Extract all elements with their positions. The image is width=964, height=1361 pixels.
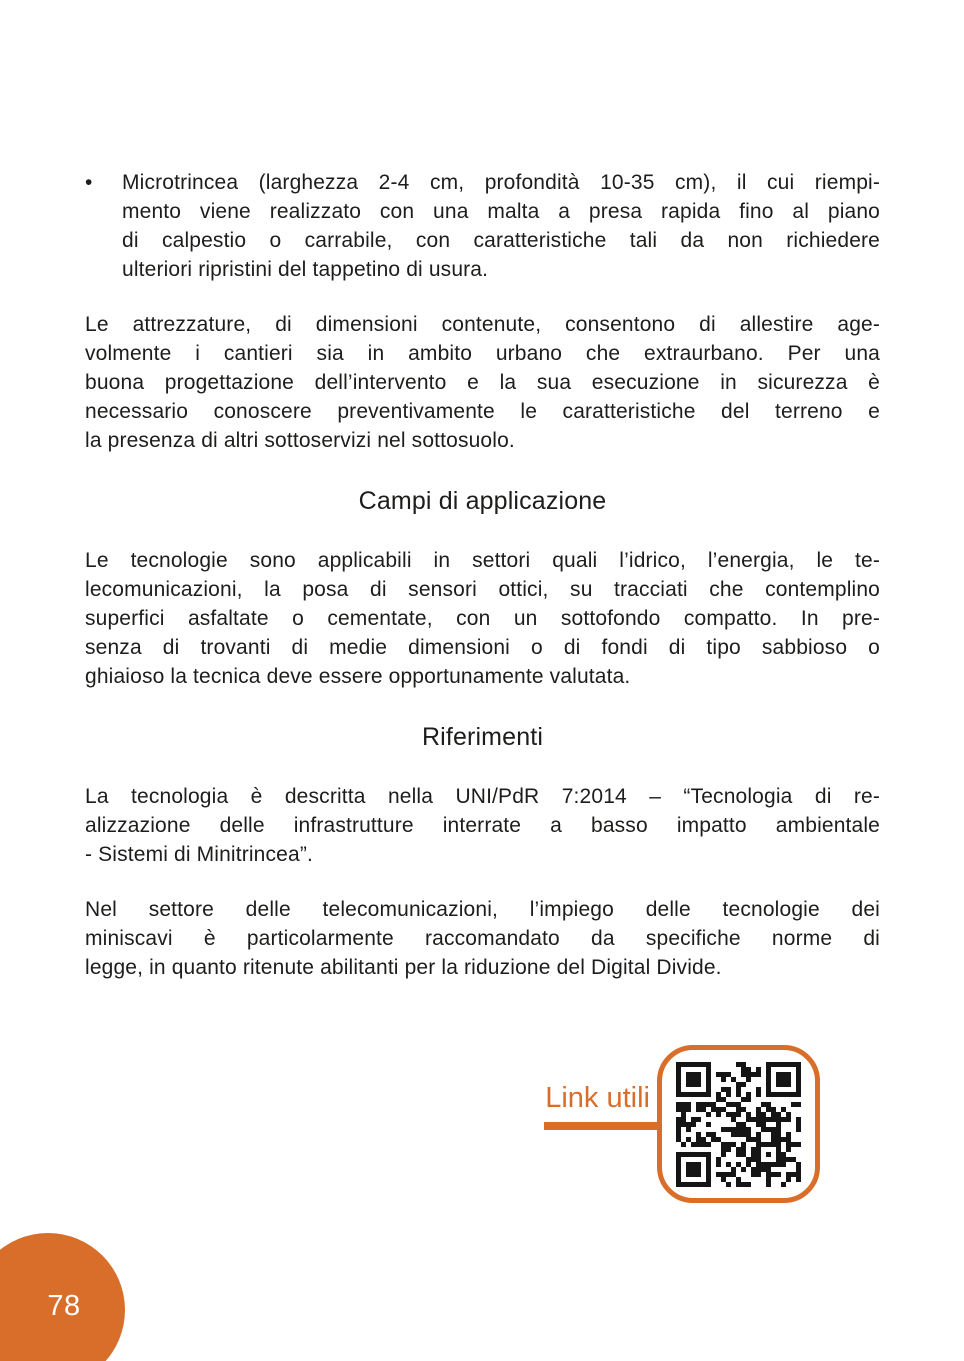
text-line: La tecnologia è descritta nella UNI/PdR 7:2014 – “Tecnologia di re-	[85, 785, 880, 808]
text-line: Le attrezzature, di dimensioni contenute, consentono di allestire age-	[85, 313, 880, 336]
text-line: di calpestio o carrabile, con caratteristiche tali da non richiedere	[122, 229, 880, 252]
qr-code-icon[interactable]	[676, 1062, 801, 1187]
text-line: ghiaioso la tecnica deve essere opportunamente valutata.	[85, 665, 631, 688]
text-line: senza di trovanti di medie dimensioni o di fondi di tipo sabbioso o	[85, 636, 880, 659]
link-utili-underline	[544, 1122, 660, 1130]
text-line: volmente i cantieri sia in ambito urbano che extraurbano. Per una	[85, 342, 880, 365]
page-number-badge	[0, 1233, 125, 1361]
text-line: Nel settore delle telecomunicazioni, l’impiego delle tecnologie dei	[85, 898, 880, 921]
bullet-item	[85, 168, 880, 284]
paragraph	[85, 310, 880, 455]
text-line: Microtrincea (larghezza 2-4 cm, profondità 10-35 cm), il cui riempi-	[122, 171, 880, 194]
text-line: miniscavi è particolarmente raccomandato da specifiche norme di	[85, 927, 880, 950]
link-utili-section	[544, 1045, 820, 1203]
section-heading: Campi di applicazione	[358, 487, 607, 515]
text-line: superfici asfaltate o cementate, con un sottofondo compatto. In pre-	[85, 607, 880, 630]
link-utili-label[interactable]: Link utili	[545, 1081, 650, 1114]
document-body	[85, 168, 880, 1008]
text-line: - Sistemi di Minitrincea”.	[85, 843, 313, 866]
paragraph	[85, 895, 880, 982]
text-line: legge, in quanto ritenute abilitanti per la riduzione del Digital Divide.	[85, 956, 722, 979]
text-line: mento viene realizzato con una malta a presa rapida fino al piano	[122, 200, 880, 223]
page-number: 78	[47, 1289, 81, 1322]
link-utili-label-block	[544, 1083, 657, 1130]
bullet-text	[122, 168, 880, 284]
text-line: la presenza di altri sottoservizi nel sottosuolo.	[85, 429, 515, 452]
text-line: alizzazione delle infrastrutture interrate a basso impatto ambientale	[85, 814, 880, 837]
qr-frame	[657, 1045, 820, 1203]
text-line: necessario conoscere preventivamente le caratteristiche del terreno e	[85, 400, 880, 423]
text-line: buona progettazione dell’intervento e la sua esecuzione in sicurezza è	[85, 371, 880, 394]
text-line: Le tecnologie sono applicabili in settori quali l’idrico, l’energia, le te-	[85, 549, 880, 572]
text-line: ulteriori ripristini del tappetino di usura.	[122, 258, 489, 281]
text-line: lecomunicazioni, la posa di sensori ottici, su tracciati che contemplino	[85, 578, 880, 601]
paragraph	[85, 546, 880, 691]
paragraph	[85, 782, 880, 869]
section-heading: Riferimenti	[421, 723, 544, 751]
bullet-icon: •	[85, 171, 93, 194]
